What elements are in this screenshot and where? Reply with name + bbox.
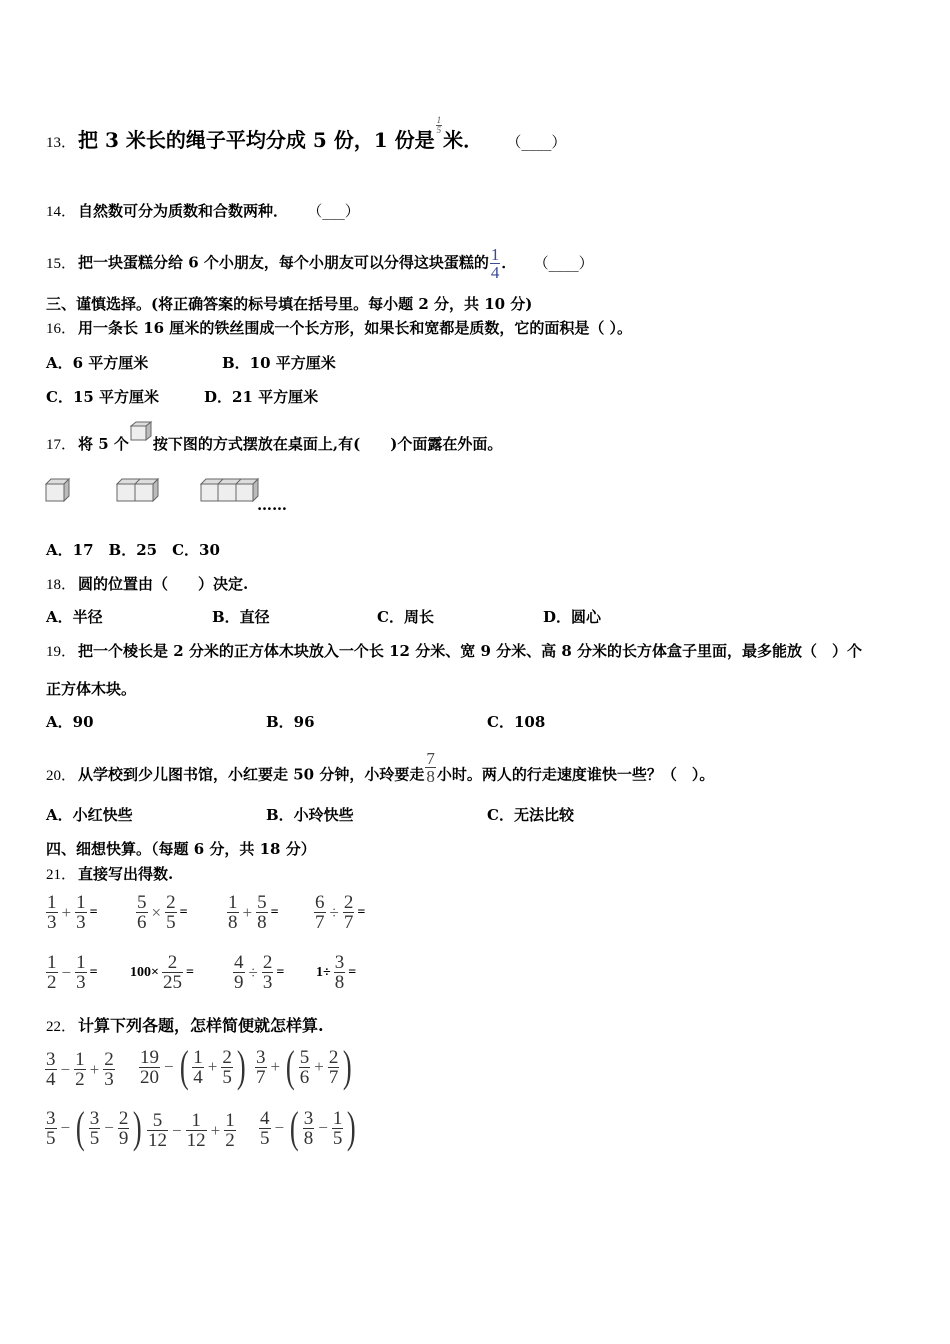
question-number: 14． <box>46 204 77 220</box>
options-17[interactable]: A．17 B．25 C．30 <box>46 541 220 559</box>
question-text-end: 米． <box>443 128 484 152</box>
calc-22-5: $\frac{5}{12}$ − $\frac{1}{12}$ + $\frac{1}{2}$ <box>148 1110 235 1151</box>
question-14 <box>46 201 360 222</box>
question-text: 圆的位置由（ ）决定. <box>78 575 249 593</box>
fraction-one-fifth: $\frac{1}{5}$ <box>436 114 442 135</box>
calc-21-7: $\frac{4}{9}$ ÷ $\frac{2}{3}$ = <box>234 952 285 993</box>
question-number: 22． <box>46 1019 77 1035</box>
option-18-a[interactable]: A．半径 <box>46 608 103 626</box>
question-text-end: ． <box>501 253 517 272</box>
question-19-cont: 正方体木块。 <box>46 680 137 698</box>
question-text: 把一块蛋糕分给 6 个小朋友，每个小朋友可以分得这块蛋糕的 <box>78 253 489 272</box>
question-text-end: 按下图的方式摆放在桌面上,有( )个面露在外面。 <box>152 435 503 453</box>
section-4-heading: 四、细想快算。（每题 6 分，共 18 分） <box>46 840 316 858</box>
three-cubes-figure <box>200 478 260 506</box>
calc-21-1: $\frac{1}{3}$ + $\frac{1}{3}$ = <box>47 892 98 933</box>
option-19-c[interactable]: C．108 <box>487 713 546 731</box>
option-20-b[interactable]: B．小玲快些 <box>266 806 354 824</box>
fraction-seven-eighths: $\frac{7}{8}$ <box>426 749 435 786</box>
option-18-b[interactable]: B．直径 <box>212 608 270 626</box>
question-number: 16． <box>46 321 77 337</box>
ellipsis: …… <box>257 496 287 514</box>
question-number: 13． <box>46 135 77 151</box>
cube-icon <box>129 420 153 447</box>
option-18-d[interactable]: D．圆心 <box>543 608 602 626</box>
question-22 <box>46 1016 324 1037</box>
option-18-c[interactable]: C．周长 <box>377 608 434 626</box>
answer-blank[interactable]: （___） <box>307 202 360 220</box>
one-cube-figure <box>45 478 71 506</box>
question-text: 将 5 个 <box>78 435 129 453</box>
question-text: 把一个棱长是 2 分米的正方体木块放入一个长 12 分米、宽 9 分米、高 8 分米的长方体盒子里面，最多能放（ ）个 <box>78 642 862 660</box>
question-number: 18． <box>46 577 77 593</box>
question-19 <box>46 641 862 662</box>
calc-21-8: 1÷ $\frac{3}{8}$ = <box>316 952 357 993</box>
calc-22-4: $\frac{3}{5}$ − ( $\frac{3}{5}$ − $\frac{2}{9}$ ) <box>46 1103 143 1152</box>
question-20 <box>46 749 715 793</box>
question-number: 17． <box>46 437 77 453</box>
question-text: 计算下列各题，怎样简便就怎样算. <box>78 1016 324 1035</box>
question-number: 19． <box>46 644 77 660</box>
option-19-b[interactable]: B．96 <box>266 713 315 731</box>
calc-22-6: $\frac{4}{5}$ − ( $\frac{3}{8}$ − $\frac{1}{5}$ ) <box>260 1103 357 1152</box>
question-16 <box>46 318 632 339</box>
question-text: 从学校到少儿图书馆，小红要走 50 分钟，小玲要走 <box>78 765 425 784</box>
option-20-c[interactable]: C．无法比较 <box>487 806 574 824</box>
option-16-c[interactable]: C．15 平方厘米 <box>46 388 160 406</box>
calc-22-2: $\frac{19}{20}$ − ( $\frac{1}{4}$ + $\frac{2}{5}$ ) <box>140 1042 246 1091</box>
option-19-a[interactable]: A．90 <box>46 713 94 731</box>
question-number: 15． <box>46 255 77 272</box>
fraction-one-quarter: $\frac{1}{4}$ <box>490 245 500 282</box>
option-16-a[interactable]: A．6 平方厘米 <box>46 354 149 372</box>
question-18 <box>46 574 248 595</box>
section-3-heading: 三、谨慎选择。(将正确答案的标号填在括号里。每小题 2 分，共 10 分) <box>46 295 533 313</box>
question-13 <box>46 114 567 153</box>
question-text: 自然数可分为质数和合数两种． <box>78 202 289 220</box>
calc-21-3: $\frac{1}{8}$ + $\frac{5}{8}$ = <box>228 892 279 933</box>
answer-blank[interactable]: （____） <box>506 133 567 151</box>
two-cubes-figure <box>116 478 160 506</box>
calc-22-3: $\frac{3}{7}$ + ( $\frac{5}{6}$ + $\frac{2}{7}$ ) <box>256 1042 353 1091</box>
question-text: 用一条长 16 厘米的铁丝围成一个长方形，如果长和宽都是质数，它的面积是（ ）。 <box>78 319 633 337</box>
calc-21-4: $\frac{6}{7}$ ÷ $\frac{2}{7}$ = <box>315 892 366 933</box>
question-text: 直接写出得数. <box>78 865 174 883</box>
calc-21-2: $\frac{5}{6}$ × $\frac{2}{5}$ = <box>137 892 188 933</box>
question-17 <box>46 434 502 461</box>
answer-blank[interactable]: （____） <box>533 253 594 272</box>
question-number: 21． <box>46 867 77 883</box>
calc-21-6: 100× $\frac{2}{25}$ = <box>130 952 194 993</box>
question-number: 20． <box>46 767 77 784</box>
calc-21-5: $\frac{1}{2}$ − $\frac{1}{3}$ = <box>47 952 98 993</box>
question-text: 把 3 米长的绳子平均分成 5 份，1 份是 <box>78 128 435 152</box>
calc-22-1: $\frac{3}{4}$ − $\frac{1}{2}$ + $\frac{2}{3}$ <box>46 1049 114 1090</box>
option-20-a[interactable]: A．小红快些 <box>46 806 133 824</box>
option-16-d[interactable]: D．21 平方厘米 <box>204 388 319 406</box>
question-text-end: 小时。两人的行走速度谁快一些？（ ）。 <box>436 765 715 784</box>
question-21 <box>46 864 173 885</box>
option-16-b[interactable]: B．10 平方厘米 <box>222 354 336 372</box>
question-15 <box>46 246 594 281</box>
